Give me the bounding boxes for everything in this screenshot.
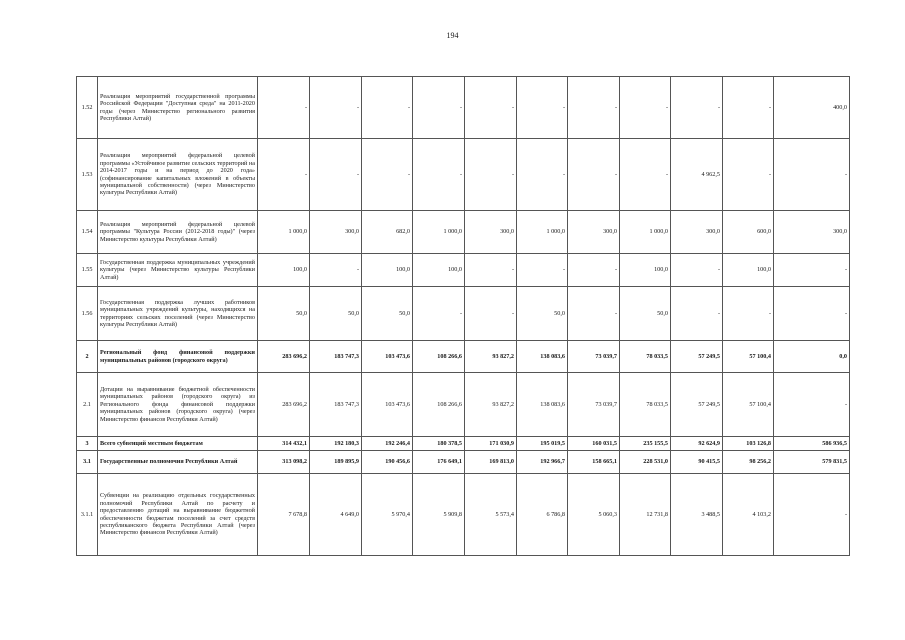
table-row	[77, 77, 850, 139]
value-cell: 92 624,9	[671, 437, 723, 451]
value-cell: 103 473,6	[362, 341, 413, 373]
value-cell: -	[258, 77, 310, 139]
row-description: Реализация мероприятий федеральной целевой программы "Культура России (2012-2018 годы)" (через Министерство культуры Республики Алтай)	[98, 211, 258, 254]
value-cell: 138 083,6	[517, 373, 568, 437]
value-cell: 100,0	[620, 254, 671, 287]
value-cell: -	[465, 77, 517, 139]
value-cell: 50,0	[258, 287, 310, 341]
value-cell: 5 909,8	[413, 474, 465, 556]
value-cell: 180 378,5	[413, 437, 465, 451]
value-cell: 4 649,0	[310, 474, 362, 556]
row-description: Субвенции на реализацию отдельных государственных полномочий Республики Алтай по расчету и предоставлению дотаций на выравнивание бюджетной обеспеченности бюджетам поселений за счет средств республиканского бюджета Республики Алтай (через Министерство финансов Республики Алтай)	[98, 474, 258, 556]
table-row	[77, 437, 850, 451]
value-cell: 108 266,6	[413, 373, 465, 437]
value-cell: 12 731,8	[620, 474, 671, 556]
value-cell: 283 696,2	[258, 341, 310, 373]
value-cell: -	[620, 139, 671, 211]
value-cell: 50,0	[310, 287, 362, 341]
value-cell: -	[465, 287, 517, 341]
value-cell: 0,0	[774, 341, 850, 373]
table-row	[77, 474, 850, 556]
value-cell: 7 678,8	[258, 474, 310, 556]
value-cell: -	[723, 139, 774, 211]
row-description: Государственная поддержка муниципальных учреждений культуры (через Министерство культуры Республики Алтай)	[98, 254, 258, 287]
table-row	[77, 139, 850, 211]
row-number: 1.54	[77, 211, 98, 254]
row-number: 3.1	[77, 451, 98, 474]
value-cell: 600,0	[723, 211, 774, 254]
value-cell: 1 000,0	[620, 211, 671, 254]
value-cell: 300,0	[465, 211, 517, 254]
value-cell: 183 747,3	[310, 341, 362, 373]
value-cell: 138 083,6	[517, 341, 568, 373]
value-cell: 283 696,2	[258, 373, 310, 437]
value-cell: 1 000,0	[258, 211, 310, 254]
value-cell: 195 019,5	[517, 437, 568, 451]
value-cell: 93 827,2	[465, 373, 517, 437]
value-cell: -	[362, 77, 413, 139]
value-cell: 192 180,3	[310, 437, 362, 451]
value-cell: -	[413, 139, 465, 211]
value-cell: 313 098,2	[258, 451, 310, 474]
value-cell: -	[774, 287, 850, 341]
value-cell: 3 488,5	[671, 474, 723, 556]
value-cell: 190 456,6	[362, 451, 413, 474]
value-cell: 57 100,4	[723, 341, 774, 373]
value-cell: 682,0	[362, 211, 413, 254]
value-cell: -	[517, 254, 568, 287]
value-cell: 100,0	[258, 254, 310, 287]
value-cell: -	[258, 139, 310, 211]
value-cell: 100,0	[723, 254, 774, 287]
value-cell: -	[671, 77, 723, 139]
row-number: 1.56	[77, 287, 98, 341]
value-cell: 579 831,5	[774, 451, 850, 474]
value-cell: -	[465, 254, 517, 287]
value-cell: 183 747,3	[310, 373, 362, 437]
table-row	[77, 341, 850, 373]
table-row	[77, 254, 850, 287]
value-cell: -	[774, 373, 850, 437]
value-cell: 314 432,1	[258, 437, 310, 451]
row-description: Реализация мероприятий государственной программы Российской Федерации "Доступная среда" на 2011-2020 годы (через Министерство регионального развития Республики Алтай)	[98, 77, 258, 139]
row-number: 3.1.1	[77, 474, 98, 556]
value-cell: 78 033,5	[620, 373, 671, 437]
budget-table-body	[77, 77, 850, 556]
value-cell: 400,0	[774, 77, 850, 139]
value-cell: 103 126,8	[723, 437, 774, 451]
value-cell: 98 256,2	[723, 451, 774, 474]
value-cell: -	[568, 77, 620, 139]
row-description: Региональный фонд финансовой поддержки муниципальных районов (городского округа)	[98, 341, 258, 373]
value-cell: 160 031,5	[568, 437, 620, 451]
value-cell: 100,0	[362, 254, 413, 287]
budget-table	[76, 76, 850, 556]
value-cell: 100,0	[413, 254, 465, 287]
value-cell: 6 786,8	[517, 474, 568, 556]
value-cell: -	[362, 139, 413, 211]
value-cell: 90 415,5	[671, 451, 723, 474]
value-cell: 235 155,5	[620, 437, 671, 451]
row-number: 2	[77, 341, 98, 373]
value-cell: 5 060,3	[568, 474, 620, 556]
value-cell: 103 473,6	[362, 373, 413, 437]
row-number: 1.52	[77, 77, 98, 139]
value-cell: 1 000,0	[413, 211, 465, 254]
value-cell: -	[568, 254, 620, 287]
value-cell: 1 000,0	[517, 211, 568, 254]
value-cell: 50,0	[620, 287, 671, 341]
row-description: Всего субвенций местным бюджетам	[98, 437, 258, 451]
value-cell: -	[310, 254, 362, 287]
value-cell: 300,0	[568, 211, 620, 254]
row-number: 1.53	[77, 139, 98, 211]
value-cell: 57 249,5	[671, 341, 723, 373]
value-cell: 300,0	[774, 211, 850, 254]
value-cell: 189 895,9	[310, 451, 362, 474]
value-cell: -	[774, 254, 850, 287]
value-cell: -	[413, 77, 465, 139]
value-cell: 192 246,4	[362, 437, 413, 451]
row-number: 2.1	[77, 373, 98, 437]
value-cell: 158 665,1	[568, 451, 620, 474]
value-cell: -	[310, 77, 362, 139]
value-cell: -	[671, 254, 723, 287]
value-cell: -	[413, 287, 465, 341]
value-cell: -	[723, 77, 774, 139]
value-cell: 4 962,5	[671, 139, 723, 211]
table-row	[77, 373, 850, 437]
row-number: 1.55	[77, 254, 98, 287]
value-cell: -	[517, 139, 568, 211]
value-cell: -	[568, 139, 620, 211]
value-cell: 176 649,1	[413, 451, 465, 474]
value-cell: 169 813,0	[465, 451, 517, 474]
value-cell: 228 531,0	[620, 451, 671, 474]
table-row	[77, 451, 850, 474]
value-cell: 73 039,7	[568, 373, 620, 437]
value-cell: -	[568, 287, 620, 341]
row-description: Дотации на выравнивание бюджетной обеспеченности муниципальных районов (городского округа) из Регионального фонда финансовой поддержки муниципальных районов (городского округа) (через Министерство финансов Республики Алтай)	[98, 373, 258, 437]
value-cell: -	[774, 474, 850, 556]
value-cell: 300,0	[310, 211, 362, 254]
value-cell: 108 266,6	[413, 341, 465, 373]
value-cell: 5 573,4	[465, 474, 517, 556]
value-cell: -	[723, 287, 774, 341]
value-cell: 57 100,4	[723, 373, 774, 437]
value-cell: 5 970,4	[362, 474, 413, 556]
value-cell: 586 936,5	[774, 437, 850, 451]
page-number: 194	[446, 31, 459, 40]
value-cell: 50,0	[517, 287, 568, 341]
value-cell: -	[465, 139, 517, 211]
row-description: Государственная поддержка лучших работников муниципальных учреждений культуры, находящихся на территориях сельских поселений (через Министерство культуры Республики Алтай)	[98, 287, 258, 341]
value-cell: -	[517, 77, 568, 139]
value-cell: 171 030,9	[465, 437, 517, 451]
value-cell: 50,0	[362, 287, 413, 341]
value-cell: 57 249,5	[671, 373, 723, 437]
row-description: Государственные полномочия Республики Алтай	[98, 451, 258, 474]
value-cell: 73 039,7	[568, 341, 620, 373]
value-cell: 93 827,2	[465, 341, 517, 373]
value-cell: 78 033,5	[620, 341, 671, 373]
table-row	[77, 211, 850, 254]
value-cell: -	[671, 287, 723, 341]
value-cell: -	[620, 77, 671, 139]
value-cell: -	[774, 139, 850, 211]
value-cell: 4 103,2	[723, 474, 774, 556]
value-cell: -	[310, 139, 362, 211]
value-cell: 300,0	[671, 211, 723, 254]
table-row	[77, 287, 850, 341]
row-number: 3	[77, 437, 98, 451]
value-cell: 192 966,7	[517, 451, 568, 474]
row-description: Реализация мероприятий федеральной целевой программы «Устойчивое развитие сельских территорий на 2014-2017 годы и на период до 2020 года» (софинансирование капитальных вложений в объекты муниципальной собственности) (через Министерство культуры Республики Алтай)	[98, 139, 258, 211]
